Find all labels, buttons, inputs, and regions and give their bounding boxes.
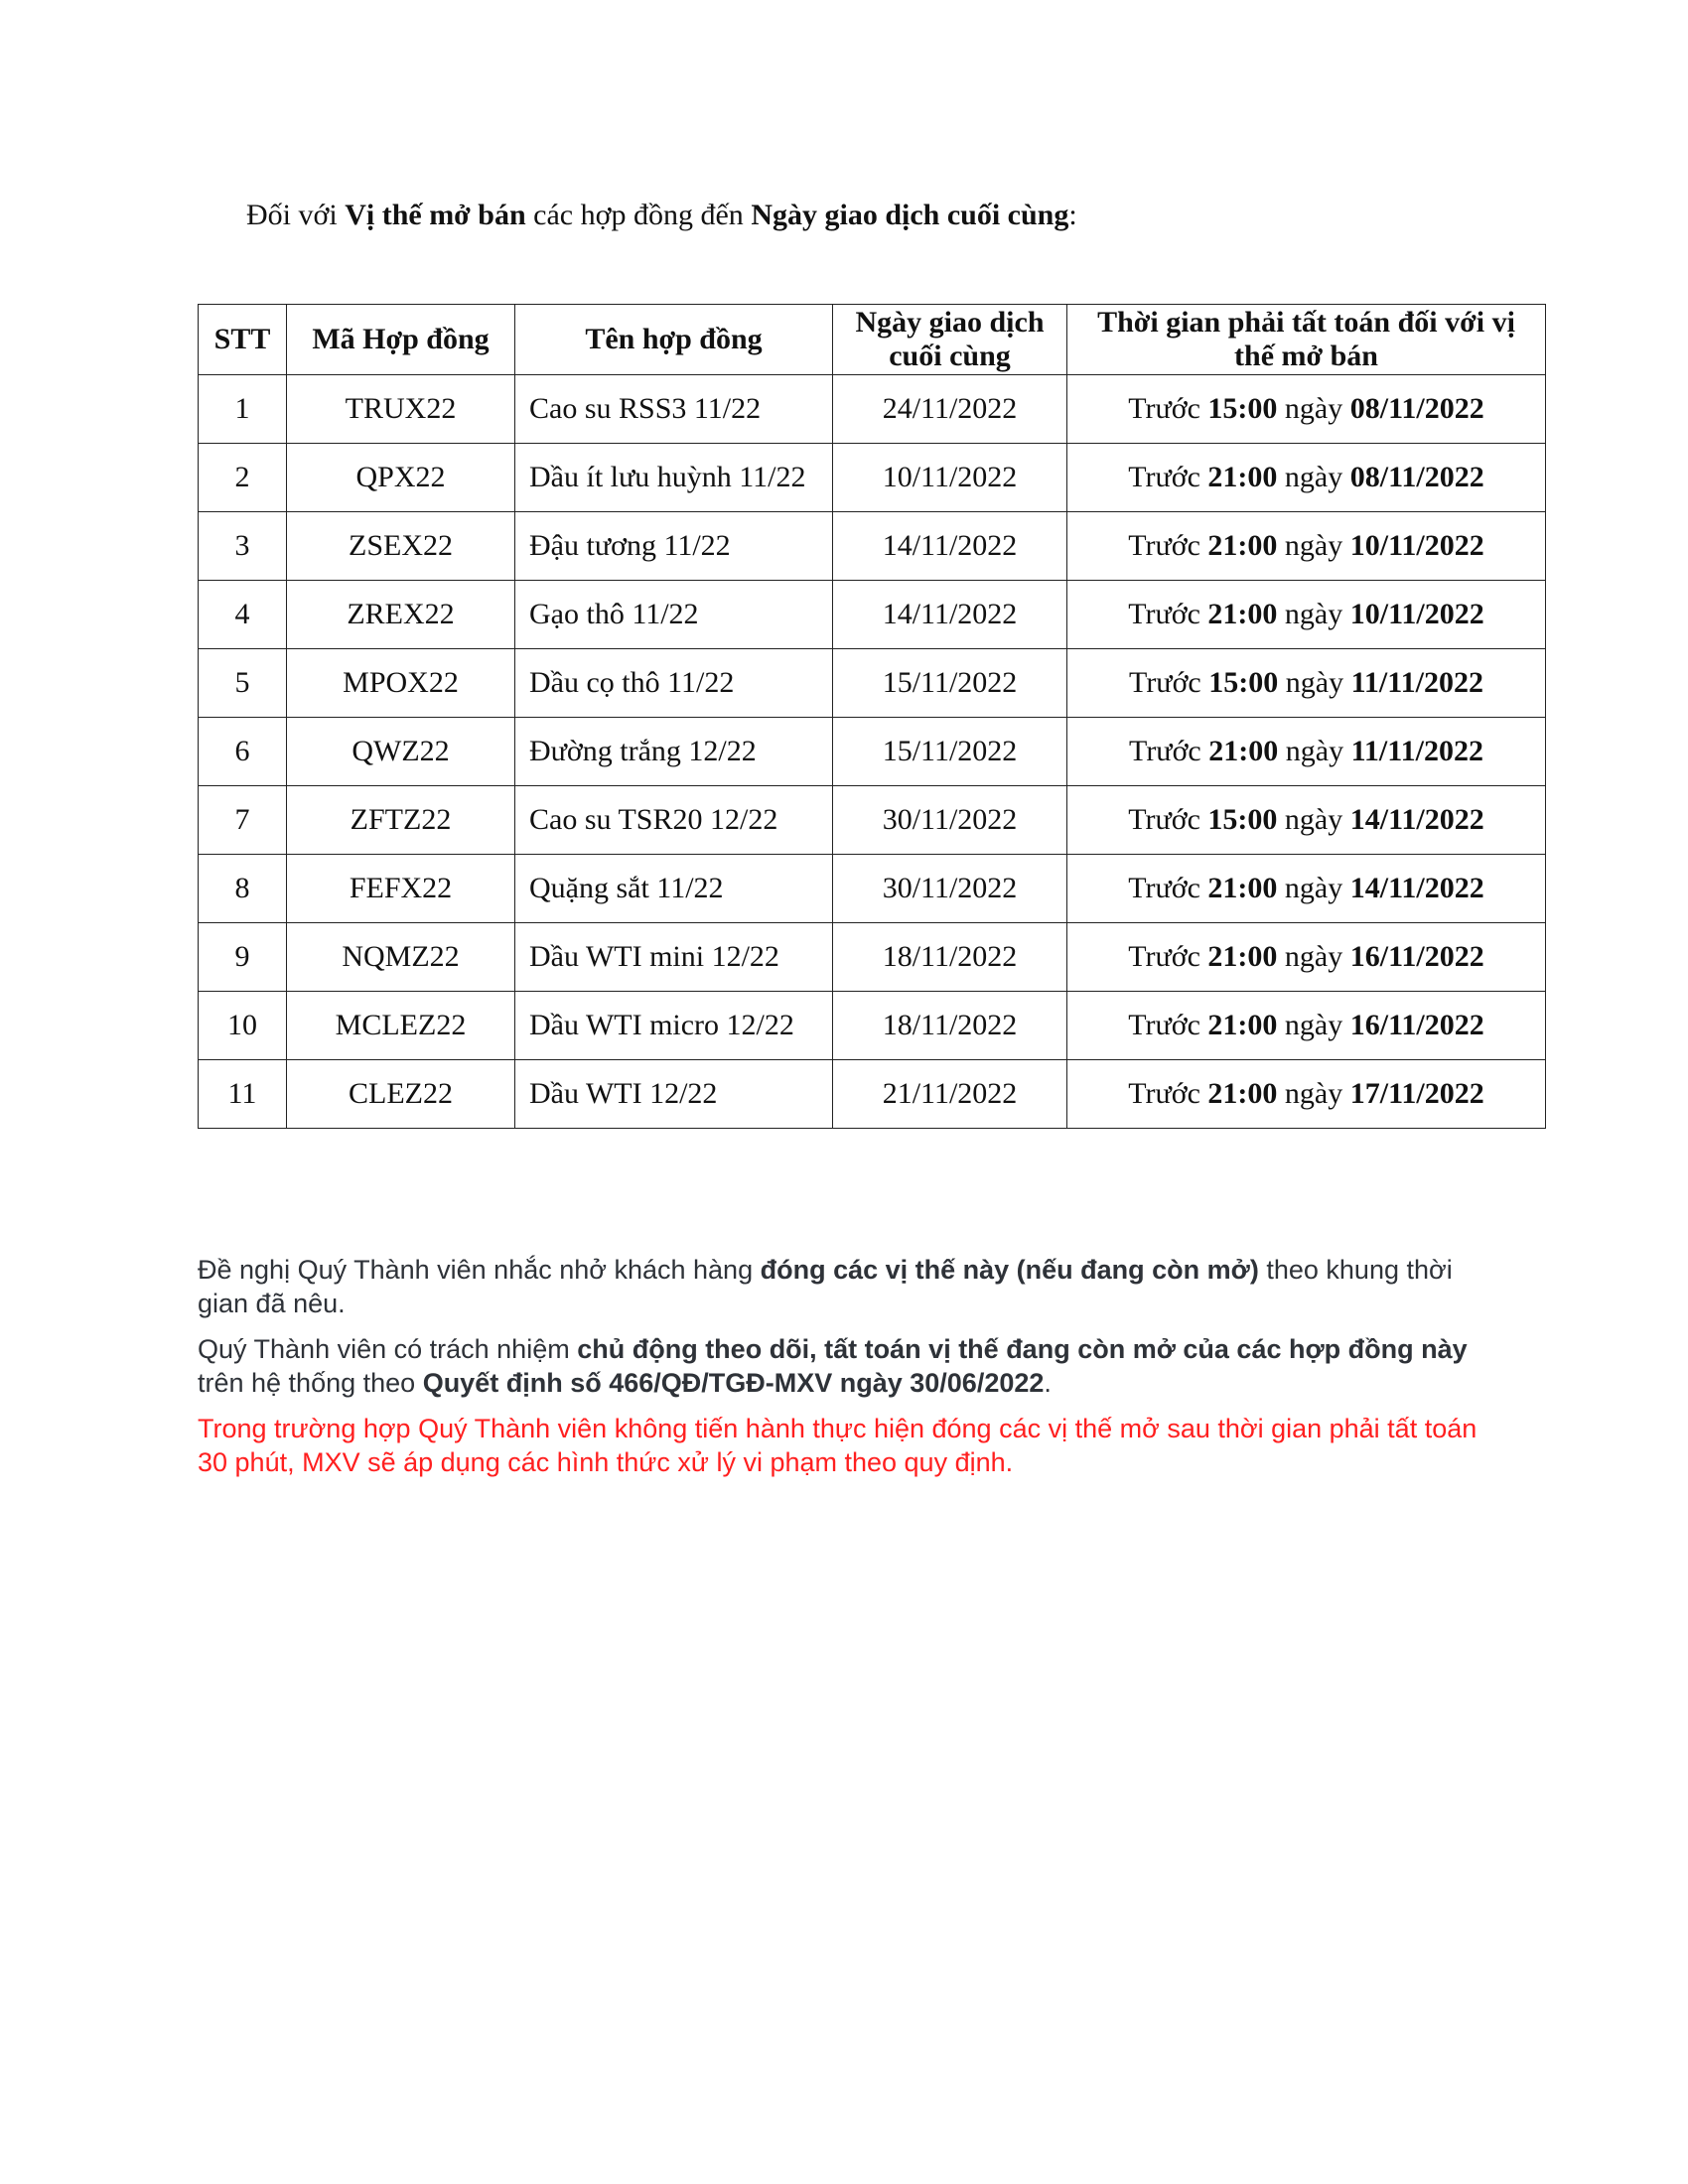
cell-last-day: 30/11/2022 [833,855,1067,923]
settle-day: ngày [1284,461,1343,493]
settle-time: 21:00 [1207,598,1278,630]
table-body [199,375,1546,1129]
settle-before: Trước [1129,735,1201,767]
table-row [199,581,1546,649]
settle-before: Trước [1128,529,1200,562]
settle-day: ngày [1284,392,1343,425]
settle-date: 14/11/2022 [1349,872,1484,904]
settle-date: 11/11/2022 [1350,735,1483,767]
cell-code: ZSEX22 [287,512,515,581]
cell-stt: 5 [199,649,287,718]
settle-date: 08/11/2022 [1349,461,1484,493]
cell-stt: 6 [199,718,287,786]
cell-settle [1067,581,1546,649]
cell-stt: 4 [199,581,287,649]
note-responsibility [198,1332,1488,1400]
table-row [199,512,1546,581]
cell-last-day: 10/11/2022 [833,444,1067,512]
note-reminder-bold: đóng các vị thế này (nếu đang còn mở) [760,1255,1259,1285]
note-responsibility-end: . [1044,1368,1052,1398]
settle-time: 15:00 [1207,803,1278,836]
cell-stt: 10 [199,992,287,1060]
settle-day: ngày [1284,1077,1343,1110]
settle-before: Trước [1128,598,1200,630]
table-row [199,923,1546,992]
settle-time: 21:00 [1207,940,1278,973]
settle-before: Trước [1128,872,1200,904]
table-header-row [199,305,1546,375]
settle-date: 17/11/2022 [1349,1077,1484,1110]
intro-line [246,197,1077,234]
note-warning: Trong trường hợp Quý Thành viên không tiến hành thực hiện đóng các vị thế mở sau thời gian phải tất toán 30 phút, MXV sẽ áp dụng các hình thức xử lý vi phạm theo quy định. [198,1414,1477,1477]
contracts-table [198,304,1546,1129]
note-responsibility-text: Quý Thành viên có trách nhiệm [198,1334,578,1364]
cell-code: CLEZ22 [287,1060,515,1129]
cell-settle [1067,444,1546,512]
cell-last-day: 14/11/2022 [833,581,1067,649]
table-row [199,444,1546,512]
cell-name: Gạo thô 11/22 [515,581,833,649]
cell-code: TRUX22 [287,375,515,444]
cell-name: Dầu cọ thô 11/22 [515,649,833,718]
intro-deadline-label: Ngày giao dịch cuối cùng [751,199,1069,231]
cell-code: MPOX22 [287,649,515,718]
settle-day: ngày [1284,1009,1343,1041]
settle-before: Trước [1128,392,1200,425]
note-reminder-tail: theo khung thời gian đã nêu. [198,1255,1453,1318]
settle-day: ngày [1284,872,1343,904]
header-stt: STT [199,305,287,375]
note-reminder [198,1253,1488,1320]
cell-code: MCLEZ22 [287,992,515,1060]
settle-before: Trước [1128,1009,1200,1041]
cell-settle [1067,786,1546,855]
settle-day: ngày [1284,598,1343,630]
cell-settle [1067,923,1546,992]
cell-code: ZREX22 [287,581,515,649]
cell-code: NQMZ22 [287,923,515,992]
settle-date: 16/11/2022 [1349,940,1484,973]
cell-settle [1067,992,1546,1060]
table-row [199,649,1546,718]
settle-date: 16/11/2022 [1349,1009,1484,1041]
settle-time: 21:00 [1207,1009,1278,1041]
cell-last-day: 18/11/2022 [833,923,1067,992]
settle-date: 14/11/2022 [1349,803,1484,836]
note-decision-ref: Quyết định số 466/QĐ/TGĐ-MXV ngày 30/06/2022 [422,1368,1045,1398]
cell-settle [1067,512,1546,581]
header-code: Mã Hợp đồng [287,305,515,375]
cell-stt: 8 [199,855,287,923]
cell-code: FEFX22 [287,855,515,923]
cell-stt: 9 [199,923,287,992]
cell-name: Cao su TSR20 12/22 [515,786,833,855]
header-settle: Thời gian phải tất toán đối với vị thế mở bán [1067,305,1546,375]
note-responsibility-bold: chủ động theo dõi, tất toán vị thế đang còn mở của các hợp đồng này [577,1334,1468,1364]
cell-stt: 2 [199,444,287,512]
settle-before: Trước [1128,461,1200,493]
cell-settle [1067,649,1546,718]
cell-last-day: 21/11/2022 [833,1060,1067,1129]
intro-suffix: : [1068,199,1077,231]
cell-stt: 7 [199,786,287,855]
settle-time: 21:00 [1207,872,1278,904]
settle-date: 10/11/2022 [1349,598,1484,630]
table-row [199,718,1546,786]
cell-last-day: 15/11/2022 [833,718,1067,786]
settle-time: 21:00 [1207,529,1278,562]
settle-time: 21:00 [1207,461,1278,493]
settle-before: Trước [1128,803,1200,836]
cell-settle [1067,1060,1546,1129]
cell-name: Dầu WTI 12/22 [515,1060,833,1129]
cell-last-day: 15/11/2022 [833,649,1067,718]
settle-time: 21:00 [1207,1077,1278,1110]
cell-name: Cao su RSS3 11/22 [515,375,833,444]
header-name: Tên hợp đồng [515,305,833,375]
settle-day: ngày [1285,666,1344,699]
table-row [199,375,1546,444]
settle-date: 08/11/2022 [1349,392,1484,425]
cell-settle [1067,718,1546,786]
settle-time: 21:00 [1208,735,1279,767]
table-row [199,992,1546,1060]
cell-last-day: 18/11/2022 [833,992,1067,1060]
cell-name: Dầu ít lưu huỳnh 11/22 [515,444,833,512]
cell-last-day: 24/11/2022 [833,375,1067,444]
note-responsibility-mid: trên hệ thống theo [198,1368,423,1398]
table-row [199,786,1546,855]
cell-last-day: 14/11/2022 [833,512,1067,581]
settle-time: 15:00 [1208,666,1279,699]
cell-last-day: 30/11/2022 [833,786,1067,855]
intro-prefix: Đối với [246,199,346,231]
settle-time: 15:00 [1207,392,1278,425]
settle-before: Trước [1129,666,1201,699]
table-row [199,1060,1546,1129]
cell-stt: 11 [199,1060,287,1129]
cell-settle [1067,375,1546,444]
notes [198,1253,1488,1491]
cell-name: Dầu WTI micro 12/22 [515,992,833,1060]
intro-middle: các hợp đồng đến [525,199,752,231]
intro-position-type: Vị thế mở bán [345,199,526,231]
settle-date: 10/11/2022 [1349,529,1484,562]
settle-day: ngày [1284,803,1343,836]
table-row [199,855,1546,923]
cell-name: Dầu WTI mini 12/22 [515,923,833,992]
settle-before: Trước [1128,1077,1200,1110]
note-reminder-text: Đề nghị Quý Thành viên nhắc nhở khách hàng [198,1255,761,1285]
settle-day: ngày [1284,940,1343,973]
cell-stt: 3 [199,512,287,581]
settle-before: Trước [1128,940,1200,973]
cell-name: Quặng sắt 11/22 [515,855,833,923]
settle-date: 11/11/2022 [1350,666,1483,699]
settle-day: ngày [1285,735,1344,767]
cell-code: QWZ22 [287,718,515,786]
cell-stt: 1 [199,375,287,444]
cell-code: ZFTZ22 [287,786,515,855]
cell-settle [1067,855,1546,923]
cell-code: QPX22 [287,444,515,512]
header-last-day: Ngày giao dịch cuối cùng [833,305,1067,375]
settle-day: ngày [1284,529,1343,562]
cell-name: Đậu tương 11/22 [515,512,833,581]
cell-name: Đường trắng 12/22 [515,718,833,786]
